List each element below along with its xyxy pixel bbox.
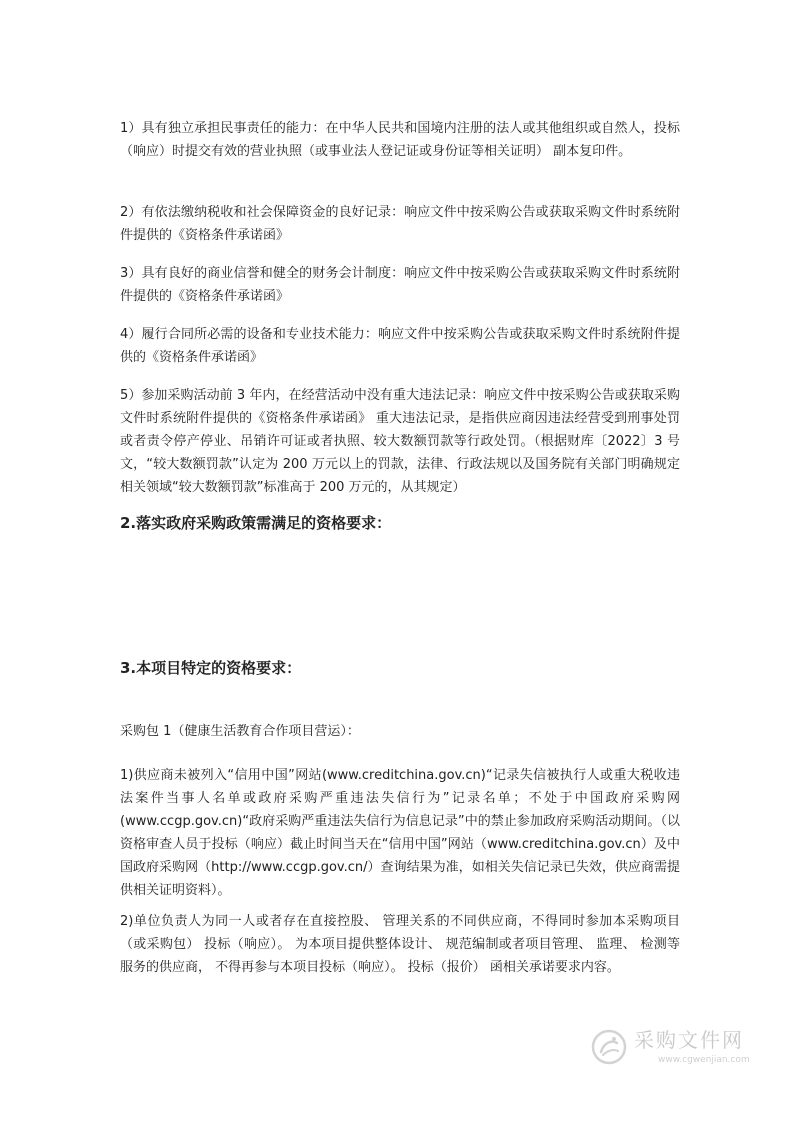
watermark-title: 采购文件网 [634,1028,744,1052]
requirement-paragraph-1: 1）具有独立承担民事责任的能力：在中华人民共和国境内注册的法人或其他组织或自然人，投标（响应）时提交有效的营业执照（或事业法人登记证或身份证等相关证明） 副本复印件。 [120,121,680,159]
requirement-paragraph-3: 3）具有良好的商业信誉和健全的财务会计制度：响应文件中按采购公告或获取采购文件时系统附件提供的《资格条件承诺函》 [120,266,680,304]
procurement-package-label: 采购包 1（健康生活教育合作项目营运）： [120,724,360,739]
watermark-url: www.cgwenjian.com [658,1055,750,1065]
requirement-paragraph-2: 2）有依法缴纳税收和社会保障资金的良好记录：响应文件中按采购公告或获取采购文件时系统附件提供的《资格条件承诺函》 [120,205,680,243]
requirement-paragraph-5: 5）参加采购活动前 3 年内，在经营活动中没有重大违法记录：响应文件中按采购公告或获取采购文件时系统附件提供的《资格条件承诺函》 重大违法记录，是指供应商因违法经营受到刑事处罚或者责令停产停业、吊销许可证或者执照、较大数额罚款等行政处罚。（根据财库〔2022〕3 号文，“较大数额罚款”认定为 200 万元以上的罚款，法律、行政法规以及国务院有关部门明确规定相关领域“较大数额罚款”标准高于 200 万元的，从其规定） [120,388,680,495]
requirement-paragraph-4: 4）履行合同所必需的设备和专业技术能力：响应文件中按采购公告或获取采购文件时系统附件提供的《资格条件承诺函》 [120,327,680,365]
specific-requirement-paragraph-1: 1)供应商未被列入“信用中国”网站(www.creditchina.gov.cn)“记录失信被执行人或重大税收违法案件当事人名单或政府采购严重违法失信行为”记录名单；不处于中国政府采购网(www.ccgp.gov.cn)“政府采购严重违法失信行为信息记录”中的禁止参加政府采购活动期间。（以资格审查人员于投标（响应）截止时间当天在“信用中国”网站（www.creditchina.gov.cn）及中国政府采购网（http://www.ccgp.gov.cn/）查询结果为准，如相关失信记录已失效，供应商需提供相关证明资料）。 [120,768,680,898]
section-heading-project-specific-requirements: 3.本项目特定的资格要求： [120,659,302,677]
section-heading-policy-requirements: 2.落实政府采购政策需满足的资格要求： [120,514,392,532]
specific-requirement-paragraph-2: 2)单位负责人为同一人或者存在直接控股、 管理关系的不同供应商，不得同时参加本采购项目（或采购包） 投标（响应）。 为本项目提供整体设计、 规范编制或者项目管理、 监理、 检测等服务的供应商， 不得再参与本项目投标（响应）。 投标（报价） 函相关承诺要求内容。 [120,914,680,975]
site-watermark [588,1024,768,1074]
cgwenjian-logo-icon [590,1028,628,1066]
